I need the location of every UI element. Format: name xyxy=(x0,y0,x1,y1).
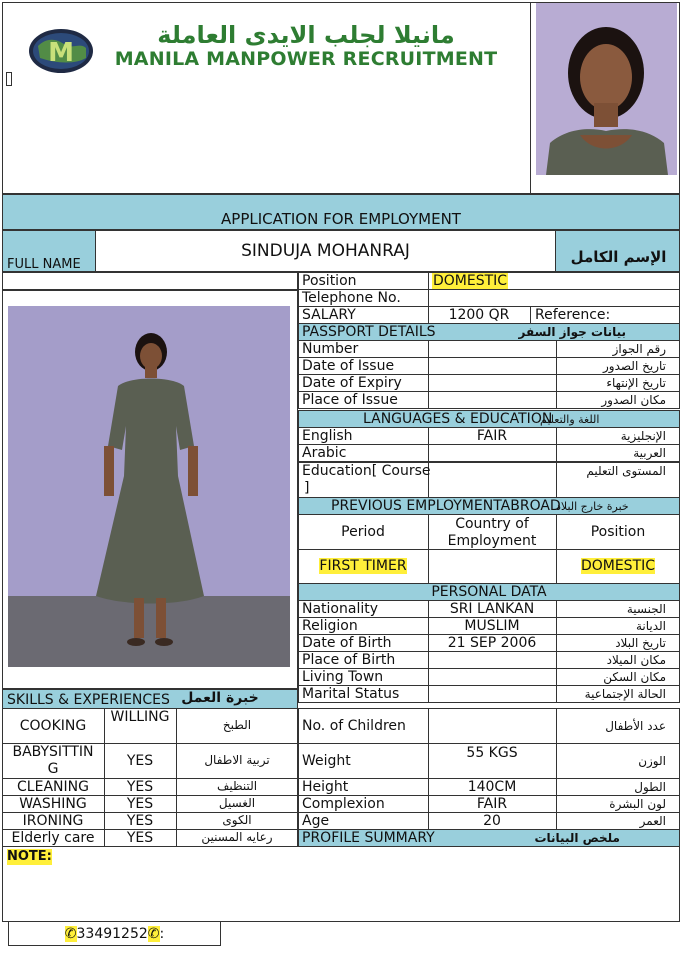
children-label: No. of Children xyxy=(302,718,406,734)
passport-header-label-ar: بيانات جواز السفر xyxy=(518,325,626,339)
personal-label-ar: الحالة الإجتماعية xyxy=(584,687,666,701)
globe-logo-icon xyxy=(28,28,94,74)
divider xyxy=(428,340,429,358)
personal-value: MUSLIM xyxy=(464,618,520,634)
weight-label-ar: الوزن xyxy=(638,754,666,768)
passport-label: Place of Issue xyxy=(302,392,398,408)
passport-label-ar: رقم الجواز xyxy=(612,342,666,356)
header-divider xyxy=(530,2,531,194)
personal-label-ar: الجنسية xyxy=(626,602,666,616)
telephone-label: Telephone No. xyxy=(302,290,401,306)
reference-label: Reference: xyxy=(535,307,611,323)
divider xyxy=(530,306,531,324)
col-position: Position xyxy=(590,524,646,540)
language-value: FAIR xyxy=(476,428,508,444)
skills-header-label: SKILLS & EXPERIENCES xyxy=(7,692,170,708)
personal-label: Marital Status xyxy=(302,686,400,702)
passport-label: Date of Expiry xyxy=(302,375,402,391)
skill-label-2: G xyxy=(47,761,59,777)
divider xyxy=(428,685,429,703)
footer-phone xyxy=(8,926,221,942)
position-value-cell xyxy=(556,558,680,574)
profile-summary-label-ar: ملخص البيانات xyxy=(534,831,620,845)
personal-label: Living Town xyxy=(302,669,384,685)
children-label-ar: عدد الأطفال xyxy=(605,719,666,733)
divider xyxy=(428,374,429,392)
phone-number: 33491252 xyxy=(76,926,148,942)
passport-label-ar: تاريخ الصدور xyxy=(603,359,666,373)
passport-label: Date of Issue xyxy=(302,358,395,374)
language-label: English xyxy=(302,428,353,444)
divider xyxy=(428,651,429,669)
note-label: NOTE: xyxy=(7,849,52,864)
col-country-2: Employment xyxy=(447,533,537,549)
portrait-photo xyxy=(536,3,677,175)
education-label-2: ] xyxy=(304,480,310,496)
personal-label-ar: تاريخ البلاد xyxy=(615,636,666,650)
divider xyxy=(428,357,429,375)
personal-value: 21 SEP 2006 xyxy=(447,635,537,651)
languages-header-label: LANGUAGES & EDUCATION xyxy=(363,411,553,427)
skill-label: IRONING xyxy=(22,813,84,829)
divider xyxy=(428,391,429,409)
passport-label: Number xyxy=(302,341,359,357)
prev-position-value: DOMESTIC xyxy=(580,558,656,574)
phone-icon: ✆ xyxy=(64,926,77,942)
age-value: 20 xyxy=(483,813,501,829)
height-value: 140CM xyxy=(467,779,517,795)
skill-label: WASHING xyxy=(19,796,87,812)
education-label: Education[ Course xyxy=(302,463,431,479)
skill-label-ar: تربية الاطفال xyxy=(204,753,270,767)
weight-label: Weight xyxy=(302,753,351,769)
salary-label: SALARY xyxy=(302,307,356,323)
application-title: APPLICATION FOR EMPLOYMENT xyxy=(221,210,461,228)
divider xyxy=(428,444,429,462)
previous-employment-label: PREVIOUS EMPLOYMENTABROAD xyxy=(331,498,561,514)
skill-label: CLEANING xyxy=(17,779,89,795)
complexion-label-ar: لون البشرة xyxy=(609,797,666,811)
skill-label-ar: الطبخ xyxy=(222,718,252,732)
weight-value: 55 KGS xyxy=(466,745,518,761)
position-value: DOMESTIC xyxy=(433,273,508,289)
skill-label-ar: الكوى xyxy=(222,813,252,827)
height-label-ar: الطول xyxy=(634,780,666,794)
height-label: Height xyxy=(302,779,349,795)
col-period: Period xyxy=(341,524,385,540)
language-label: Arabic xyxy=(302,445,347,461)
divider xyxy=(428,708,429,830)
personal-label: Date of Birth xyxy=(302,635,392,651)
company-name-arabic: مانيلا لجلب الايدى العاملة xyxy=(157,21,455,49)
personal-label: Religion xyxy=(302,618,358,634)
personal-label: Nationality xyxy=(302,601,379,617)
language-label-ar: العربية xyxy=(633,446,666,460)
position-label: Position xyxy=(302,273,357,289)
salary-value: 1200 QR xyxy=(448,307,510,323)
complexion-value: FAIR xyxy=(476,796,508,812)
age-label-ar: العمر xyxy=(639,814,666,828)
skill-label-ar: التنظيف xyxy=(216,779,258,793)
skill-value: WILLING xyxy=(110,709,170,725)
personal-data-label: PERSONAL DATA xyxy=(431,584,547,600)
skill-label: COOKING xyxy=(19,718,87,734)
cursor-mark xyxy=(6,72,12,86)
personal-label-ar: الديانة xyxy=(635,619,666,633)
skill-label-ar: الغسيل xyxy=(218,796,256,810)
phone-icon-2: ✆ xyxy=(147,926,160,942)
company-name-english: MANILA MANPOWER RECRUITMENT xyxy=(114,48,498,70)
skill-value: YES xyxy=(126,779,154,795)
divider xyxy=(556,708,557,830)
skill-value: YES xyxy=(126,813,154,829)
passport-header-label: PASSPORT DETAILS xyxy=(302,324,436,340)
svg-text:M: M xyxy=(48,38,74,68)
education-label-ar: المستوى التعليم xyxy=(586,464,666,478)
full-body-photo xyxy=(8,306,290,667)
previous-employment-label-ar: خبرة خارج البلاد xyxy=(556,500,629,513)
skill-value: YES xyxy=(126,796,154,812)
note-box xyxy=(2,846,680,922)
period-value: FIRST TIMER xyxy=(319,558,407,574)
skills-header-label-ar: خبرة العمل xyxy=(181,690,259,706)
divider xyxy=(428,668,429,686)
skill-label: BABYSITTIN xyxy=(12,744,94,760)
language-label-ar: الإنجليزية xyxy=(620,429,666,443)
skill-label: Elderly care xyxy=(11,830,95,846)
personal-value: SRI LANKAN xyxy=(449,601,535,617)
skill-value: YES xyxy=(126,830,154,846)
languages-header-label-ar: اللغة والتعليم xyxy=(540,413,600,426)
profile-summary-label: PROFILE SUMMARY xyxy=(302,830,435,846)
passport-label-ar: مكان الصدور xyxy=(601,393,666,407)
full-name-value: SINDUJA MOHANRAJ xyxy=(241,241,410,261)
company-logo xyxy=(28,28,94,74)
left-blank-row xyxy=(2,272,298,290)
personal-label-ar: مكان السكن xyxy=(603,670,666,684)
passport-label-ar: تاريخ الإنتهاء xyxy=(606,376,666,390)
full-name-label-ar: الإسم الكامل xyxy=(570,248,667,266)
skill-label-ar: رعايه المسنين xyxy=(201,830,273,844)
personal-label-ar: مكان الميلاد xyxy=(606,653,666,667)
col-country-1: Country of xyxy=(455,516,529,532)
complexion-label: Complexion xyxy=(302,796,385,812)
full-name-label: FULL NAME xyxy=(7,257,81,272)
phone-suffix: : xyxy=(159,926,165,942)
skill-value: YES xyxy=(126,753,154,769)
personal-label: Place of Birth xyxy=(302,652,396,668)
period-value-cell xyxy=(298,558,428,574)
age-label: Age xyxy=(302,813,330,829)
